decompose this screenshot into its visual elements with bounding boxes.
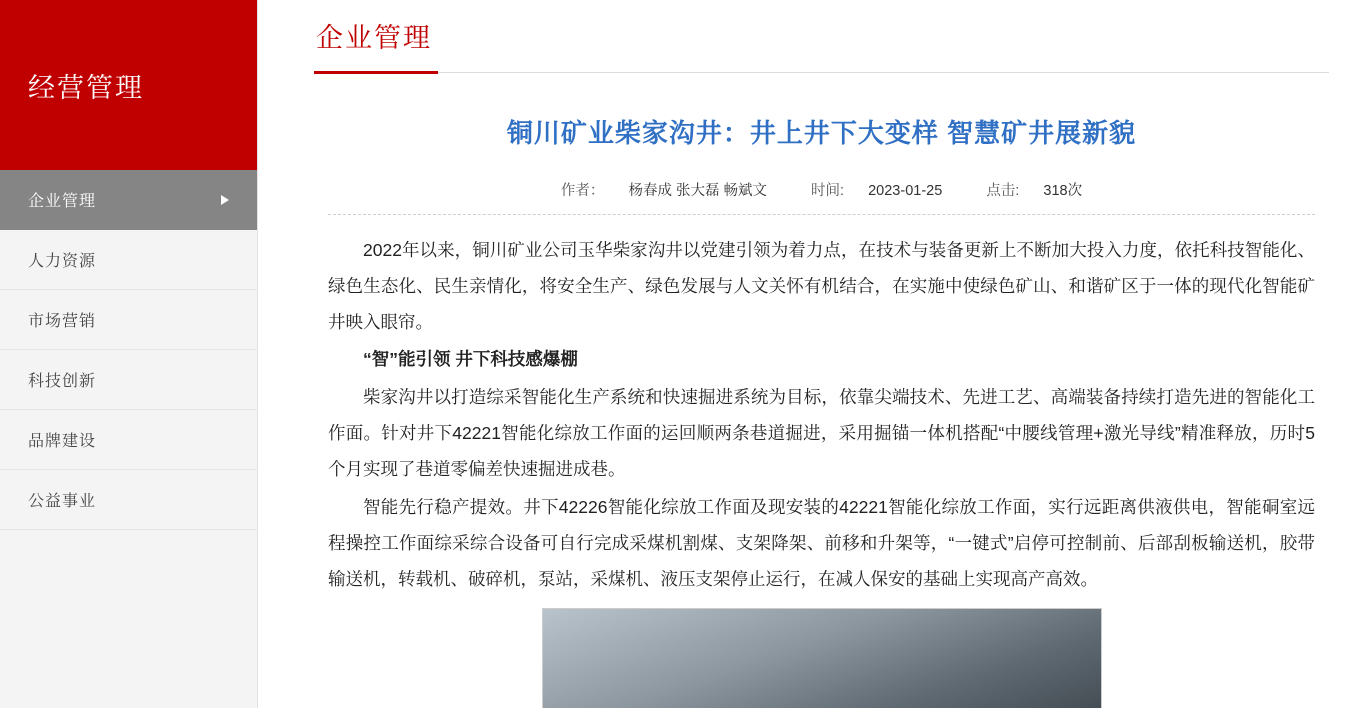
meta-date-value: 2023-01-25: [868, 182, 943, 199]
article-paragraph: 智能先行稳产提效。井下42226智能化综放工作面及现安装的42221智能化综放工作面，实行远距离供液供电，智能硐室远程操控工作面综采综合设备可自行完成采煤机割煤、支架降架、前移和升架等，“一键式”启停可控制前、后部刮板输送机，胶带输送机，转载机、破碎机，泵站，采煤机、液压支架停止运行，在减人保安的基础上实现高产高效。: [328, 496, 1315, 589]
page-title: 铜川矿业柴家沟井：井上井下大变样 智慧矿井展新貌: [506, 118, 1137, 148]
sidebar-item-label: 品牌建设: [28, 433, 97, 450]
sidebar-item-brand-building[interactable]: [0, 410, 257, 470]
meta-date-label: 时间:: [811, 182, 845, 199]
meta-date: [801, 183, 956, 199]
sidebar-item-public-welfare[interactable]: [0, 470, 257, 530]
meta-author-value: 杨春成 张大磊 畅斌文: [628, 182, 768, 199]
sidebar-item-technology-innovation[interactable]: [0, 350, 257, 410]
meta-hits-label: 点击:: [986, 182, 1020, 199]
sidebar-item-label: 市场营销: [28, 313, 97, 330]
article-photo: [542, 608, 1102, 708]
article: [314, 117, 1329, 708]
article-paragraph: 2022年以来，铜川矿业公司玉华柴家沟井以党建引领为着力点，在技术与装备更新上不断加大投入力度，依托科技智能化、绿色生态化、民生亲情化，将安全生产、绿色发展与人文关怀有机结合，在实施中使绿色矿山、和谐矿区于一体的现代化智能矿井映入眼帘。: [328, 239, 1315, 332]
main-content: [258, 0, 1357, 708]
sidebar-item-enterprise-management[interactable]: [0, 170, 257, 230]
sidebar-header-title: 经营管理: [28, 72, 144, 103]
meta-hits-value: 318次: [1043, 182, 1083, 199]
meta-hits: [976, 183, 1092, 199]
sidebar-item-label: 科技创新: [28, 373, 97, 390]
breadcrumb-current[interactable]: 企业管理: [314, 16, 438, 74]
article-meta: [328, 179, 1315, 215]
sidebar-item-label: 企业管理: [28, 193, 97, 210]
breadcrumb: [314, 0, 1329, 73]
sidebar-item-marketing[interactable]: [0, 290, 257, 350]
sidebar-header: [0, 0, 257, 170]
sidebar-item-label: 人力资源: [28, 253, 97, 270]
article-paragraph: 柴家沟井以打造综采智能化生产系统和快速掘进系统为目标，依靠尖端技术、先进工艺、高端装备持续打造先进的智能化工作面。针对井下42221智能化综放工作面的运回顺两条巷道掘进，采用掘锚一体机搭配“中腰线管理+激光导线”精准释放，历时5个月实现了巷道零偏差快速掘进成巷。: [328, 387, 1315, 480]
sidebar: [0, 0, 258, 708]
meta-author: [551, 183, 781, 199]
meta-author-label: 作者：: [560, 182, 605, 199]
sidebar-nav: [0, 170, 257, 530]
article-subheading: “智”能引领 井下科技感爆棚: [363, 349, 578, 370]
sidebar-item-human-resources[interactable]: [0, 230, 257, 290]
chevron-right-icon: [221, 195, 229, 205]
article-body: [328, 233, 1315, 598]
sidebar-item-label: 公益事业: [28, 493, 97, 510]
